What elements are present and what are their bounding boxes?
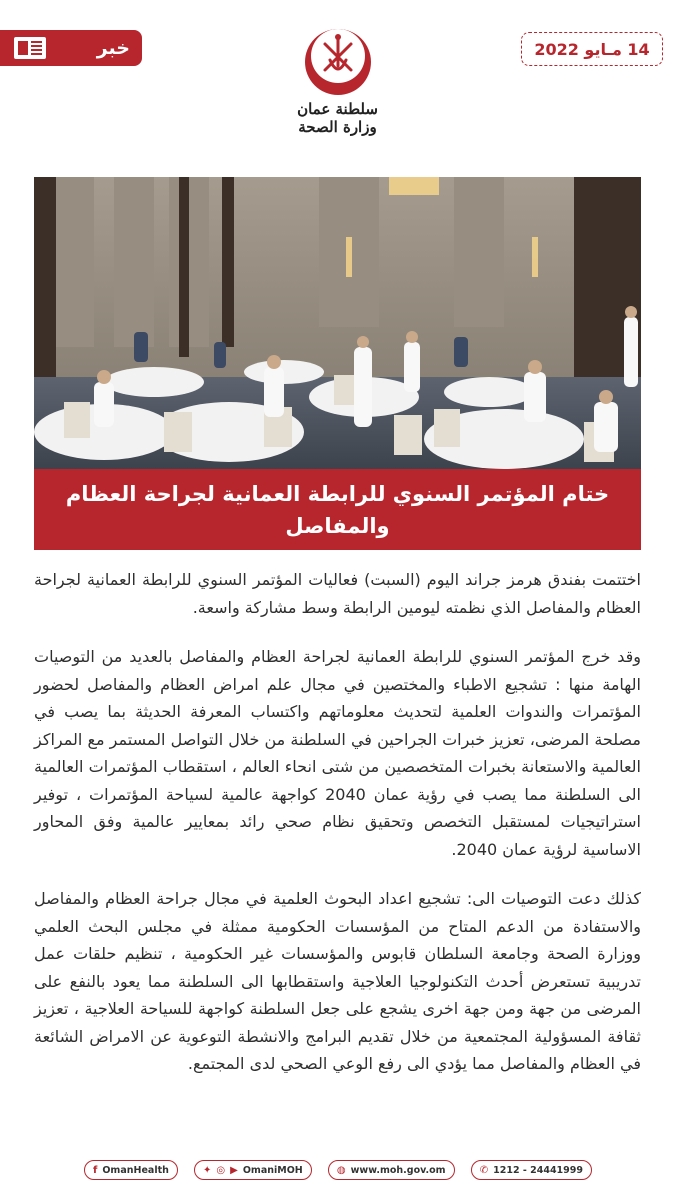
contact-footer <box>84 1159 592 1181</box>
crescent-emblem-icon <box>303 26 373 98</box>
news-category-tab <box>0 30 142 66</box>
social-link[interactable]: ✦ ◎ ▶ OmaniMOH <box>194 1160 312 1180</box>
phone-link[interactable]: ✆ 1212 - 24441999 <box>471 1160 592 1180</box>
facebook-link[interactable]: f OmanHealth <box>84 1160 178 1180</box>
conference-photo <box>34 177 641 469</box>
article-title: ختام المؤتمر السنوي للرابطة العمانية لجراحة العظام والمفاصل <box>34 469 641 550</box>
twitter-icon: ✦ <box>203 1164 212 1176</box>
date-text: 14 مـايو 2022 <box>534 39 650 59</box>
ministry-logo <box>280 26 395 141</box>
newspaper-icon <box>14 37 46 59</box>
article-paragraph: وقد خرج المؤتمر السنوي للرابطة العمانية لجراحة العظام والمفاصل بالعديد من التوصيات الهامة منها : تشجيع الاطباء والمختصين في مجال علم امراض العظام والمفاصل لحضور المؤتمرات والندوات العلمية لتحديث معلوماتهم واكتساب المعرفة الحديثة بما يصب في مصلحة المرضى، تعزيز خبرات الجراحين في السلطنة من خلال التواصل المستمر مع المراكز العالمية والاستعانة بخبرات المتخصصين من شتى انحاء العالم ، استقطاب المؤتمرات العالمية الى السلطنة مما يصب في رؤية عمان 2040 كواجهة عالمية لسياحة المؤتمرات ، توفير استراتيجيات لمستقبل التخصص وتحقيق نظام صحي رائد بمعايير عالمية وفق المحاور الاساسية لرؤية عمان 2040. <box>34 647 641 859</box>
youtube-icon: ▶ <box>230 1164 238 1176</box>
article-paragraph: كذلك دعت التوصيات الى: تشجيع اعداد البحوث العلمية في مجال جراحة العظام والمفاصل والاستفادة من الدعم المتاح من المؤسسات الحكومية ممثلة في مجلس البحث العلمي ووزارة الصحة وجامعة السلطان قابوس والمؤسسات غير الحكومية ، تنظيم حلقات عمل تدريبية تستعرض أحدث التكنولوجيا العلاجية واستقطابها الى السلطنة مما يعود بالنفع على المرضى من جهة ومن جهة اخرى يشجع على جعل السلطنة كواجهة للسياحة العلاجية ، تعزيز ثقافة المسؤولية المجتمعية من خلال تقديم البرامج والانشطة التوعوية عن الامراض الشائعة في العظام والمفاصل مما يؤدي الى رفع الوعي الصحي لدى المجتمع. <box>34 889 641 1073</box>
news-label: خبر <box>96 37 130 59</box>
globe-icon: ◍ <box>336 1164 346 1176</box>
article-paragraph: اختتمت بفندق هرمز جراند اليوم (السبت) فعاليات المؤتمر السنوي للرابطة العمانية لجراحة العظام والمفاصل الذي نظمته ليومين الرابطة وسط مشاركة واسعة. <box>34 570 641 617</box>
instagram-icon: ◎ <box>216 1164 226 1176</box>
article-body <box>34 566 641 1100</box>
date-badge <box>521 32 663 66</box>
website-link[interactable]: ◍ www.moh.gov.om <box>328 1160 455 1180</box>
logo-wordmark: سلطنة عمان وزارة الصحة <box>297 100 378 136</box>
phone-icon: ✆ <box>479 1164 489 1176</box>
facebook-icon: f <box>93 1164 98 1176</box>
